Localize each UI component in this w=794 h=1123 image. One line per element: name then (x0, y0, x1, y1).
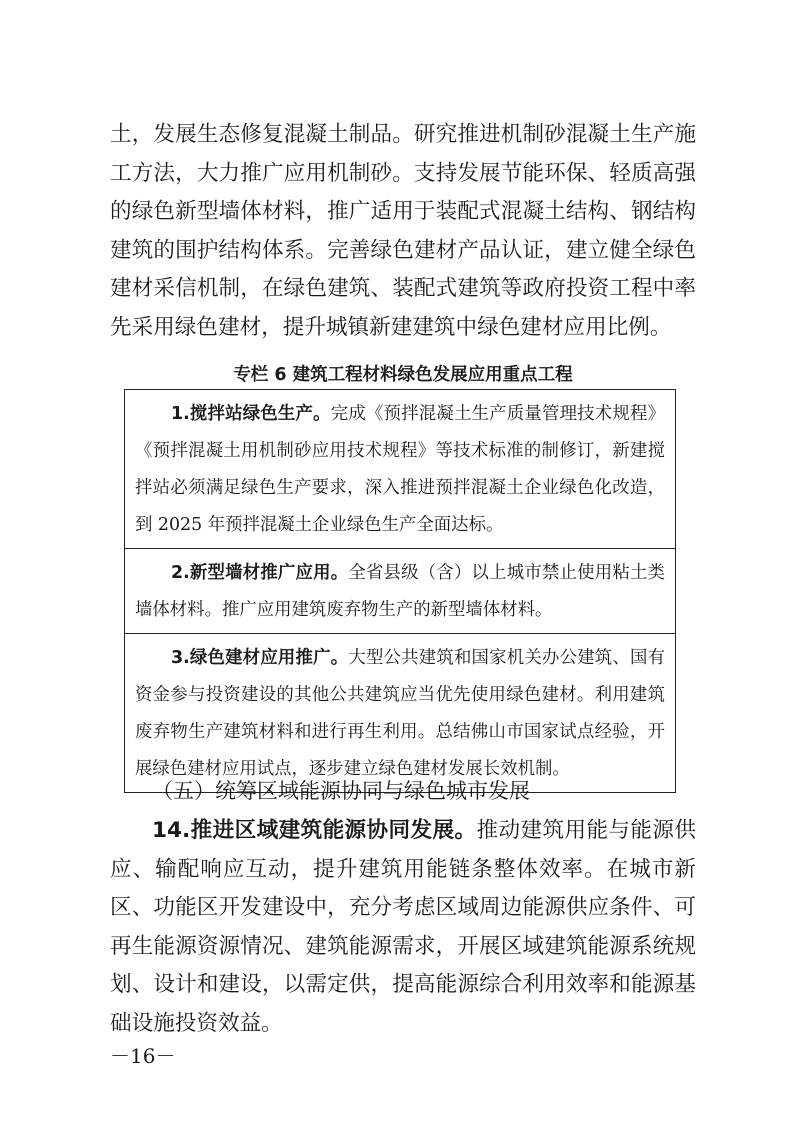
box-item-2 (125, 549, 675, 634)
box-item-2-text: 全省县级（含）以上城市禁止使用粘土类墙体材料。推广应用建筑废弃物生产的新型墙体材料。 (135, 563, 665, 620)
section-heading (110, 772, 696, 810)
item-14-text: 推动建筑用能与能源供应、输配响应互动，提升建筑用能链条整体效率。在城市新区、功能区开发建设中，充分考虑区域周边能源供应条件、可再生能源资源情况、建筑能源需求，开展区域建筑能源系统规划、设计和建设，以需定供，提高能源综合利用效率和能源基础设施投资效益。 (110, 818, 696, 1036)
section-heading-text: （五）统筹区域能源协同与绿色城市发展 (152, 779, 530, 803)
intro-paragraph: 土，发展生态修复混凝土制品。研究推进机制砂混凝土生产施工方法，大力推广应用机制砂。支持发展节能环保、轻质高强的绿色新型墙体材料，推广适用于装配式混凝土结构、钢结构建筑的围护结构体系。完善绿色建材产品认证，建立健全绿色建材采信机制，在绿色建筑、装配式建筑等政府投资工程中率先采用绿色建材，提升城镇新建建筑中绿色建材应用比例。 (110, 122, 696, 340)
box-item-3-text: 大型公共建筑和国家机关办公建筑、国有资金参与投资建设的其他公共建筑应当优先使用绿色建材。利用建筑废弃物生产建筑材料和进行再生利用。总结佛山市国家试点经验，开展绿色建材应用试点，逐步建立绿色建材发展长效机制。 (135, 648, 665, 779)
box-item-1 (125, 390, 675, 549)
page-number: －16－ (110, 1044, 176, 1068)
feature-box (124, 389, 676, 793)
box-item-2-lead: 2.新型墙材推广应用。 (171, 563, 349, 583)
item-14-paragraph (110, 812, 696, 1043)
box-item-3-lead: 3.绿色建材应用推广。 (171, 648, 349, 668)
box-item-1-lead: 1.搅拌站绿色生产。 (171, 404, 331, 424)
box-title: 专栏 6 建筑工程材料绿色发展应用重点工程 (233, 365, 573, 385)
box-item-1-text: 完成《预拌混凝土生产质量管理技术规程》《预拌混凝土用机制砂应用技术规程》等技术标准的制修订，新建搅拌站必须满足绿色生产要求，深入推进预拌混凝土企业绿色化改造，到 2025 年预拌混凝土企业绿色生产全面达标。 (135, 404, 665, 535)
box-item-3 (125, 634, 675, 792)
item-14-lead: 14.推进区域建筑能源协同发展。 (152, 818, 477, 843)
